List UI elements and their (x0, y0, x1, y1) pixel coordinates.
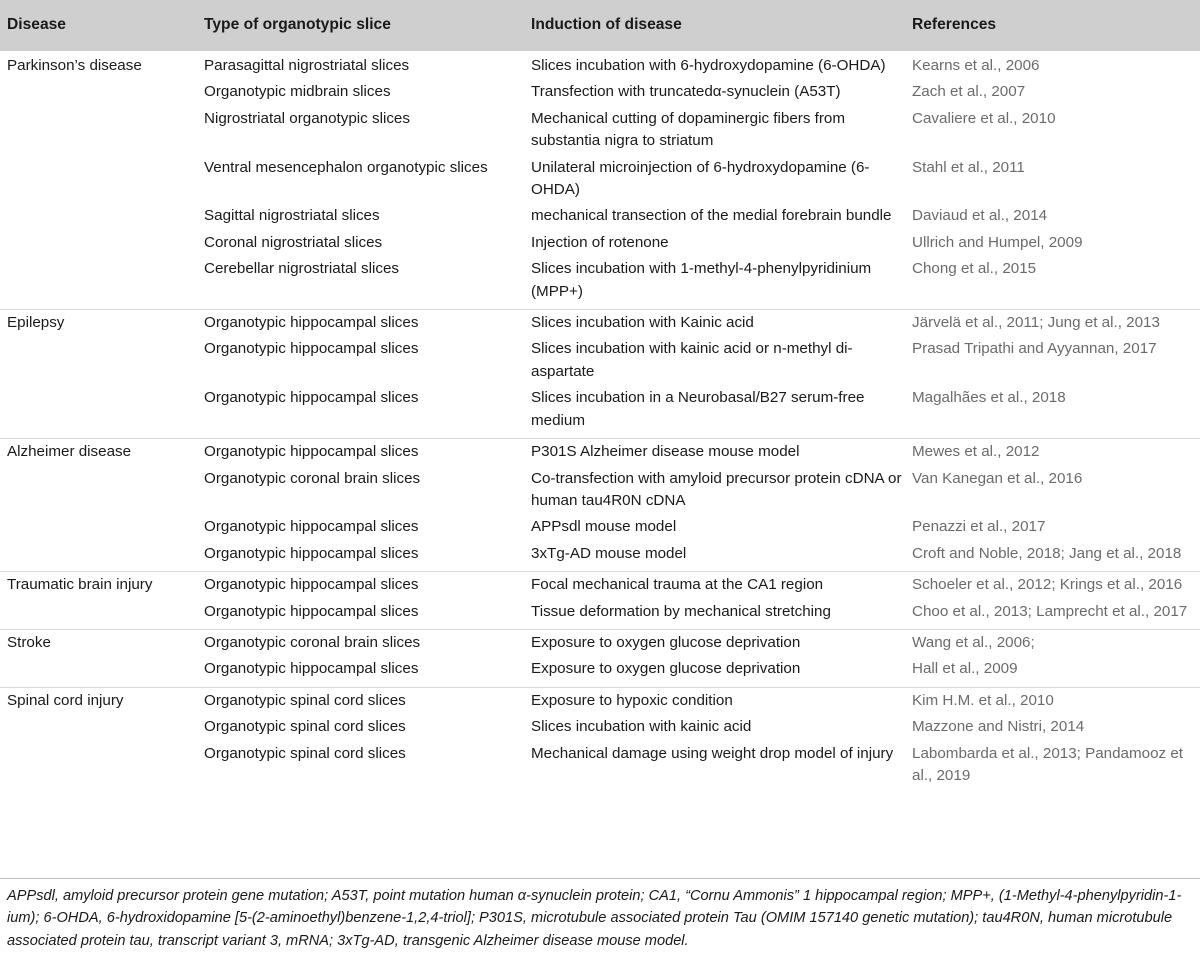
disease-cell: Epilepsy (0, 310, 197, 337)
slice-type-cell: Organotypic hippocampal slices (197, 310, 524, 337)
induction-cell: P301S Alzheimer disease mouse model (524, 439, 907, 466)
reference-cell: Mazzone and Nistri, 2014 (912, 718, 1085, 736)
header-induction: Induction of disease (531, 16, 682, 34)
disease-cell (0, 599, 197, 630)
disease-cell (0, 155, 197, 204)
induction-cell: Slices incubation with 1-methyl-4-phenylpyridinium (MPP+) (531, 260, 872, 300)
table-row (0, 599, 1200, 630)
disease-cell (0, 256, 197, 309)
header-slice-type: Type of organotypic slice (204, 16, 391, 34)
table-row (0, 741, 1200, 794)
disease-cell (0, 741, 197, 794)
slice-type-cell: Organotypic hippocampal slices (204, 660, 419, 678)
disease-cell (0, 203, 197, 229)
induction-cell: Transfection with truncatedα-synuclein (A53T) (531, 83, 841, 101)
footnote-divider (0, 878, 1200, 879)
reference-cell: Zach et al., 2007 (912, 83, 1026, 101)
slice-type-cell: Organotypic hippocampal slices (197, 572, 524, 599)
induction-cell: Slices incubation with kainic acid (531, 718, 752, 736)
table-row (0, 51, 1200, 79)
reference-cell: Cavaliere et al., 2010 (912, 109, 1056, 127)
disease-cell (0, 466, 197, 515)
table-row (0, 687, 1200, 714)
induction-cell: Slices incubation with 6-hydroxydopamine (6-OHDA) (531, 57, 886, 74)
slice-type-cell: Organotypic hippocampal slices (204, 602, 419, 620)
table-row (0, 256, 1200, 309)
table-row (0, 439, 1200, 466)
induction-cell: Exposure to oxygen glucose deprivation (524, 629, 907, 656)
table-row (0, 656, 1200, 687)
reference-cell: Penazzi et al., 2017 (912, 518, 1046, 536)
induction-cell: APPsdl mouse model (531, 518, 677, 536)
table-body (0, 51, 1200, 793)
table-row (0, 203, 1200, 229)
disease-cell (0, 385, 197, 438)
slice-type-cell: Parasagittal nigrostriatal slices (204, 57, 410, 74)
table-row (0, 572, 1200, 599)
reference-cell: Daviaud et al., 2014 (912, 207, 1048, 225)
table-row (0, 541, 1200, 572)
header-row (0, 0, 1200, 51)
slice-type-cell: Organotypic hippocampal slices (204, 340, 419, 358)
table-row (0, 79, 1200, 105)
disease-cell (0, 106, 197, 155)
reference-cell: Labombarda et al., 2013; Pandamooz et al., 2019 (912, 744, 1184, 784)
reference-cell: Chong et al., 2015 (912, 260, 1037, 278)
slice-type-cell: Organotypic spinal cord slices (204, 718, 406, 736)
slice-type-cell: Coronal nigrostriatal slices (204, 233, 383, 251)
disease-cell: Traumatic brain injury (0, 572, 197, 599)
reference-cell: Kearns et al., 2006 (912, 57, 1040, 74)
slice-type-cell: Organotypic coronal brain slices (197, 629, 524, 656)
induction-cell: Co-transfection with amyloid precursor protein cDNA or human tau4R0N cDNA (531, 469, 902, 509)
disease-cell (0, 541, 197, 572)
disease-cell (0, 230, 197, 256)
reference-cell: Ullrich and Humpel, 2009 (912, 233, 1083, 251)
disease-cell: Spinal cord injury (0, 687, 197, 714)
slice-type-cell: Organotypic hippocampal slices (197, 439, 524, 466)
induction-cell: 3xTg-AD mouse model (531, 544, 687, 562)
table-row (0, 385, 1200, 438)
reference-cell: Järvelä et al., 2011; Jung et al., 2013 (907, 310, 1200, 337)
induction-cell: mechanical transection of the medial forebrain bundle (531, 207, 892, 225)
disease-cell (0, 656, 197, 687)
slice-type-cell: Ventral mesencephalon organotypic slices (204, 158, 488, 176)
header-disease: Disease (7, 16, 66, 34)
reference-cell: Wang et al., 2006; (907, 629, 1200, 656)
table-row (0, 466, 1200, 515)
table-row (0, 629, 1200, 656)
slice-type-cell: Organotypic coronal brain slices (204, 469, 421, 487)
table-footnote: APPsdl, amyloid precursor protein gene mutation; A53T, point mutation human α-synuclein protein; CA1, “Cornu Ammonis” 1 hippocampal region; MPP+, (1-Methyl-4-phenylpyridin-1-ium); 6-OHDA, 6-hydroxidopamine [5-(2-aminoethyl)benzene-1,2,4-triol]; P301S, microtubule associated protein Tau (OMIM 157140 genetic mutation); tau4R0N, human microtubule associated protein tau, transcript variant 3, mRNA; 3xTg-AD, transgenic Alzheimer disease mouse model. (7, 888, 1182, 949)
slice-type-cell: Cerebellar nigrostriatal slices (204, 260, 399, 278)
reference-cell: Croft and Noble, 2018; Jang et al., 2018 (912, 544, 1182, 562)
induction-cell: Tissue deformation by mechanical stretching (531, 602, 831, 620)
slice-type-cell: Organotypic hippocampal slices (204, 544, 419, 562)
reference-cell: Kim H.M. et al., 2010 (907, 687, 1200, 714)
table-row (0, 230, 1200, 256)
reference-cell: Stahl et al., 2011 (912, 158, 1025, 176)
induction-cell: Unilateral microinjection of 6-hydroxydopamine (6-OHDA) (531, 158, 870, 199)
disease-cell (0, 514, 197, 540)
header-references: References (912, 16, 997, 34)
reference-cell: Schoeler et al., 2012; Krings et al., 2016 (907, 572, 1200, 599)
disease-cell (0, 714, 197, 740)
table-row (0, 310, 1200, 337)
table-row (0, 514, 1200, 540)
slice-type-cell: Nigrostriatal organotypic slices (204, 109, 410, 127)
disease-cell: Stroke (0, 629, 197, 656)
table-row (0, 714, 1200, 740)
induction-cell: Slices incubation in a Neurobasal/B27 serum-free medium (531, 389, 865, 429)
induction-cell: Mechanical damage using weight drop model of injury (531, 744, 894, 762)
table-row (0, 155, 1200, 204)
induction-cell: Mechanical cutting of dopaminergic fibers from substantia nigra to striatum (531, 109, 846, 150)
induction-cell: Focal mechanical trauma at the CA1 region (524, 572, 907, 599)
slice-type-cell: Sagittal nigrostriatal slices (204, 207, 380, 225)
slice-type-cell: Organotypic midbrain slices (204, 83, 391, 101)
reference-cell: Hall et al., 2009 (912, 660, 1018, 678)
slice-type-cell: Organotypic hippocampal slices (204, 518, 419, 536)
slice-type-cell: Organotypic spinal cord slices (204, 744, 406, 762)
induction-cell: Injection of rotenone (531, 233, 669, 251)
reference-cell: Mewes et al., 2012 (907, 439, 1200, 466)
disease-cell (0, 336, 197, 385)
induction-cell: Exposure to hypoxic condition (524, 687, 907, 714)
induction-cell: Slices incubation with Kainic acid (524, 310, 907, 337)
reference-cell: Prasad Tripathi and Ayyannan, 2017 (912, 340, 1157, 358)
reference-cell: Van Kanegan et al., 2016 (912, 469, 1083, 487)
disease-cell: Parkinson’s disease (7, 57, 142, 74)
induction-cell: Exposure to oxygen glucose deprivation (531, 660, 801, 678)
disease-cell: Alzheimer disease (0, 439, 197, 466)
table-row (0, 106, 1200, 155)
table-row (0, 336, 1200, 385)
induction-cell: Slices incubation with kainic acid or n-methyl di-aspartate (531, 340, 853, 380)
slice-type-cell: Organotypic hippocampal slices (204, 389, 419, 407)
reference-cell: Magalhães et al., 2018 (912, 389, 1066, 407)
reference-cell: Choo et al., 2013; Lamprecht et al., 2017 (912, 602, 1188, 620)
disease-cell (0, 79, 197, 105)
slice-type-cell: Organotypic spinal cord slices (197, 687, 524, 714)
